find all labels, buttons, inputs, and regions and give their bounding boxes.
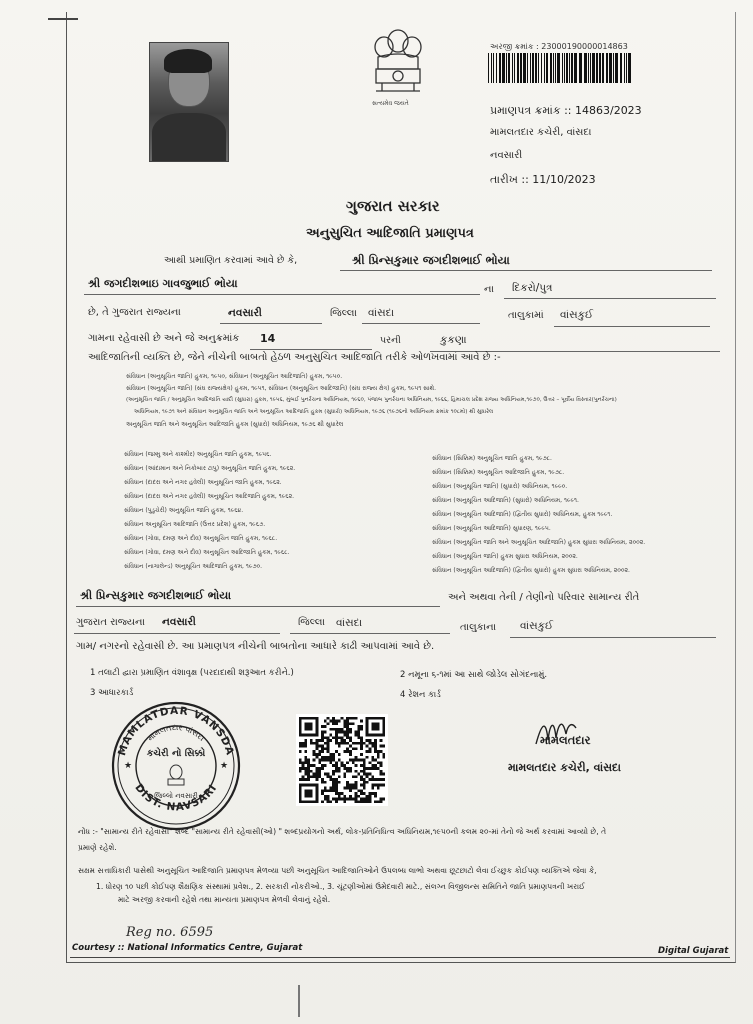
note-text: 1. ધોરણ ૧૦ પછી કોઈપણ શૈક્ષણિક સંસ્થામાં પ્રવેશ., 2. સરકારી નોકરીઓ., 3. ચૂંટણીઓમાં ઉમેદવારી માટે., સંલગ્ન વિજીલન્સ સમિતિને જાતિ પ્રમાણપત્રની ખરાઈ — [96, 882, 585, 891]
order-line: સંવિધાન (અનુસૂચિત જાતિ) (સંઘ રાજ્યક્ષેત્ર) હુકમ, ૧૯૫૧, સંવિધાન (અનુસૂચિત આદિજાતિ) (સંઘ રાજ્ય ક્ષેત્ર) હુકમ, ૧૯૫૧ સાથે. — [126, 385, 437, 392]
scan-mark — [298, 985, 300, 1017]
certify-text: આથી પ્રમાણિત કરવામાં આવે છે કે, — [164, 255, 298, 266]
order-left-line: સંવિધાન (ગોવા, દમણ અને દીવ) અનુસૂચિત આદિજાતિ હુકમ, ૧૯૬૮. — [124, 549, 290, 556]
order-right-line: સંવિધાન (અનુસૂચિત જાતિ અને અનુસૂચિત આદિજાતિ) હુકમ સુધારા અધિનિયમ, ૨૦૦૨. — [432, 539, 646, 546]
applicant-name: શ્રી પ્રિન્સકુમાર જગદીશભાઈ ભોયા — [352, 253, 510, 267]
state-district: નવસારી — [228, 307, 262, 319]
order-left-line: સંવિધાન (પુડુચેરી) અનુસૂચિત જાતિ હુકમ, ૧૯૬૪. — [124, 507, 244, 514]
section2-state-district: નવસારી — [162, 616, 196, 628]
order-right-line: સંવિધાન (અનુસૂચિત આદિજાતિ) સુધારણ, ૧૯૯૫. — [432, 525, 551, 532]
national-emblem-icon — [368, 25, 428, 107]
seal-bottom-guj: જિલ્લો નવસારી — [154, 792, 198, 800]
taluka-label: તાલુકામાં — [508, 310, 544, 321]
note-text: પ્રમાણે રહેશે. — [78, 843, 117, 852]
seal-middle-text: કચેરી નો સિક્કો — [146, 748, 206, 759]
signatory-title: મામલતદાર — [540, 733, 591, 747]
order-right-line: સંવિધાન (અનુસૂચિત જાતિ) (સુધારો) અધિનિયમ, ૧૯૯૦. — [432, 483, 568, 490]
section2-name: શ્રી પ્રિન્સકુમાર જગદીશભાઈ ભોયા — [80, 589, 232, 602]
na-label: ના — [484, 284, 494, 295]
district-name: નવસારી — [490, 150, 523, 161]
barcode-icon — [488, 53, 632, 83]
official-seal — [110, 700, 242, 832]
order-right-line: સંવિધાન (અનુસૂચિત આદિજાતિ) (સુધારો) અધિનિયમ, ૧૯૯૧. — [432, 497, 579, 504]
document-item: 1 તલાટી દ્વારા પ્રમાણિત વંશાવૃક્ષ (પરદાદાથી શરૂઆત કરીને.) — [90, 668, 294, 678]
district-label: જિલ્લા — [330, 308, 357, 319]
section2-taluka-value: વાંસકુઈ — [520, 620, 554, 632]
order-line: અનુસૂચિત જાતિ અને અનુસૂચિત આદિજાતિ હુકમ (સુધારો) અધિનિયમ, ૧૯૭૬ થી સુધારેલ — [126, 421, 344, 428]
order-line: સંવિધાન (અનુસૂચિત જાતિ) હુકમ, ૧૯૫૦, સંવિધાન (અનુસૂચિત આદિજાતિ) હુકમ, ૧૯૫૦. — [126, 373, 343, 380]
seal-inner-text: મામલતદાર વાંસદા — [145, 722, 207, 743]
section2-taluka-label: તાલુકાના — [460, 622, 497, 633]
document-item: 2 નમૂના ૬-૧માં આ સાથે જોડેલ સોગંદનામું. — [400, 670, 548, 680]
footer-digital: Digital Gujarat — [658, 946, 729, 956]
handwritten-registration: Reg no. 6595 — [126, 925, 214, 940]
footer-courtesy: Courtesy :: National Informatics Centre, Gujarat — [72, 943, 303, 953]
tribe-name: કુકણા — [440, 334, 467, 346]
corner-mark — [48, 18, 78, 20]
village-prefix: ગામના રહેવાસી છે અને જે અનુક્રમાંક — [88, 333, 240, 344]
application-number: અરજી ક્રમાંક : 23000190000014863 — [490, 42, 628, 51]
seal-bottom-text: DIST. NAVSARI — [132, 781, 220, 814]
footer-divider — [70, 957, 730, 958]
section2-district-label: જિલ્લા — [298, 617, 325, 628]
qr-code-icon — [296, 714, 388, 806]
order-left-line: સંવિધાન (નાગાલેન્ડ) અનુસૂચિત આદિજાતિ હુકમ, ૧૯૭૦. — [124, 563, 263, 570]
note-text: સક્ષમ સત્તાધિકારી પાસેથી અનુસૂચિત આદિજાતિ પ્રમાણપત્ર મેળવ્યા પછી અનુસૂચિત આદિજાતિઓને ઉપલબ્ધ લાભો અથવા છૂટછાટો લેવા ઈચ્છુક કોઈપણ વ્યક્તિએ જેવા કે, — [78, 866, 597, 875]
section2-district-value: વાંસદા — [336, 617, 363, 629]
relation-value: દિકરો/પુત્ર — [512, 282, 553, 294]
svg-text:★: ★ — [124, 761, 133, 771]
signatory-office: મામલતદાર કચેરી, વાંસદા — [508, 761, 621, 774]
serial-number: 14 — [260, 332, 276, 345]
applicant-photo — [149, 42, 229, 162]
taluka-value: વાંસકુઈ — [560, 309, 594, 321]
svg-text:★: ★ — [220, 761, 229, 771]
tribe-statement: આદિજાતિની વ્યક્તિ છે, જેને નીચેની બાબતો હેઠળ અનુસુચિત આદિજાતિ તરીકે ઓળખવામાં આવે છે :- — [88, 352, 501, 363]
svg-text:મામલતદાર વાંસદા — [146, 723, 207, 743]
district-value: વાંસદા — [368, 307, 395, 319]
government-title: ગુજરાત સરકાર — [346, 197, 440, 215]
motto-text: સત્યમેવ જયતે — [372, 100, 409, 107]
order-left-line: સંવિધાન (દાદરા અને નગર હવેલી) અનુસૂચિત જાતિ હુકમ, ૧૯૬૨. — [124, 479, 282, 486]
order-right-line: સંવિધાન (અનુસૂચિત આદિજાતિ) (દ્વિતીય સુધારો) અધિનિયમ, હુકમ ૧૯૯૧. — [432, 511, 613, 518]
certificate-number: પ્રમાણપત્ર ક્રમાંક :: 14863/2023 — [490, 104, 642, 117]
order-line: (અનુસૂચિત જાતિ / અનુસૂચિત આદિજાતિ યાદી (સુધારા) હુકમ, ૧૯૫૬, મુંબઈ પુનર્રચના અધિનિયમ, ૧૯૬૦, પંજાબ પુનર્રચના અધિનિયમ, ૧૯૬૬, હિમાચલ પ્રદેશ રાજ્ય અધિનિયમ,૧૯૭૦, ઉત્તર – પૂર્વીય વિસ્તાર(પુનર્રચના) — [126, 397, 617, 403]
issue-date: તારીખ :: 11/10/2023 — [490, 173, 596, 186]
order-right-line: સંવિધાન (સિક્કિમ) અનુસૂચિત આદિજાતિ હુકમ, ૧૯૭૮. — [432, 469, 565, 476]
office-name: મામલતદાર કચેરી, વાંસદા — [490, 127, 592, 138]
order-line: અધિનિયમ, ૧૯૭૧ અને સંવિધાન અનુસૂચિત જાતિ અને અનુસૂચિત આદિજાતિ હુકમ (સુધારો) અધિનિયમ, ૧૯૭૬ (૧૯૭૬નો અધિનિયમ ક્રમાંક ૧૦૮મો) થી સુધારેલ — [134, 409, 494, 415]
document-item: 3 આધારકાર્ડ — [90, 688, 134, 698]
order-left-line: સંવિધાન (આંદામાન અને નિકોબાર ટાપુ) અનુસૂચિત જાતિ હુકમ, ૧૯૬૨. — [124, 465, 296, 472]
order-right-line: સંવિધાન (અનુસૂચિત આદિજાતિ) (દ્વિતીય સુધારો) હુકમ સુધારા અધિનિયમ, ૨૦૦૨. — [432, 567, 630, 574]
order-left-line: સંવિધાન (ગોવા, દમણ અને દીવ) અનુસૂચિત જાતિ હુકમ, ૧૯૬૮. — [124, 535, 278, 542]
section2-state-prefix: ગુજરાત રાજ્યના — [76, 617, 145, 628]
order-right-line: સંવિધાન (સિક્કિમ) અનુસૂચિત જાતિ હુકમ, ૧૯૭૮. — [432, 455, 552, 462]
order-left-line: સંવિધાન (જમ્મુ અને કાશ્મીર) અનુસૂચિત જાતિ હુકમ, ૧૯૫૬. — [124, 451, 272, 458]
note-text: નોંધ :- "સામાન્ય રીતે રહેવાસી" શબ્દ "સામાન્ય રીતે રહેવાસી(ઓ) " શબ્દપ્રયોગનો અર્થ, લોક-પ્રતિનિધિત્વ અધિનિયમ,૧૯૫૦ની કલમ ૨૦-માં તેનો જે અર્થ કરવામાં આવ્યો છે, તે — [78, 827, 607, 836]
order-left-line: સંવિધાન (દાદરા અને નગર હવેલી) અનુસૂચિત આદિજાતિ હુકમ, ૧૯૬૨. — [124, 493, 295, 500]
family-text: અને અથવા તેની / તેણીનો પરિવાર સામાન્ય રીતે — [448, 592, 640, 603]
seal-top-text: MAMLATDAR VANSDA — [115, 704, 236, 758]
pararni-label: પરની — [380, 335, 401, 346]
parent-name: શ્રી જગદીશભાઇ ગાવજુભાઈ ભોયા — [88, 277, 238, 290]
state-prefix: છે, તે ગુજરાત રાજ્યના — [88, 307, 181, 318]
document-item: 4 રેશન કાર્ડ — [400, 690, 441, 700]
order-left-line: સંવિધાન અનુસૂચિત આદિજાતિ (ઉત્તર પ્રદેશ) હુકમ, ૧૯૬૭. — [124, 521, 266, 528]
order-right-line: સંવિધાન (અનુસૂચિત જાતિ) હુકમ સુધારા અધિનિયમ, ૨૦૦૨. — [432, 553, 578, 560]
resident-text: ગામ/ નગરનો રહેવાસી છે. આ પ્રમાણપત્ર નીચેની બાબતોના આધારે કાઢી આપવામાં આવે છે. — [76, 641, 435, 652]
certificate-title: અનુસુચિત આદિજાતિ પ્રમાણપત્ર — [306, 226, 474, 241]
note-text: માટે અરજી કરવાની રહેશે તથા માન્યતા પ્રમાણપત્ર મેળવી લેવાનું રહેશે. — [118, 895, 331, 904]
